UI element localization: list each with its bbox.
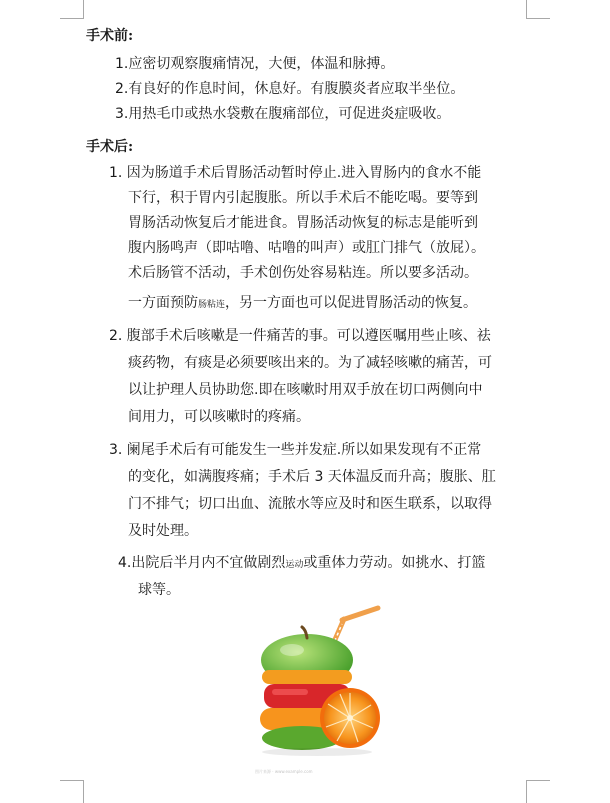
crop-mark-br-h	[526, 780, 550, 781]
after-item-1-line-5: 术后肠管不活动，手术创伤处容易粘连。所以要多活动。	[128, 265, 478, 281]
after-item-4-line-2: 球等。	[138, 582, 180, 598]
after-item-2-line-3: 以让护理人员协助您.即在咳嗽时用双手放在切口两侧向中	[128, 382, 483, 398]
after-item-1-line-3: 胃肠活动恢复后才能进食。胃肠活动恢复的标志是能听到	[128, 215, 478, 231]
crop-mark-bl-v	[83, 780, 84, 803]
before-item-2: 2.有良好的作息时间，休息好。有腹膜炎者应取半坐位。	[115, 81, 465, 97]
after-item-1-line-6-b: ，另一方面也可以促进胃肠活动的恢复。	[225, 295, 478, 311]
crop-mark-tr-v	[526, 0, 527, 18]
after-item-1-line-2: 下行，积于胃内引起腹胀。所以手术后不能吃喝。要等到	[128, 190, 478, 206]
heading-before-surgery: 手术前:	[86, 28, 134, 44]
after-item-1-line-6	[128, 293, 477, 315]
crop-mark-tl-v	[83, 0, 84, 18]
after-item-2-line-1: 2. 腹部手术后咳嗽是一件痛苦的事。可以遵医嘱用些止咳、祛	[109, 328, 491, 344]
after-item-1-small-term: 肠粘连	[198, 300, 226, 310]
after-item-4-line-1	[118, 553, 485, 575]
after-item-3-line-4: 及时处理。	[128, 523, 198, 539]
before-item-1: 1.应密切观察腹痛情况，大便，体温和脉搏。	[115, 56, 395, 72]
orange-half-icon	[320, 688, 380, 748]
before-item-3: 3.用热毛巾或热水袋敷在腹痛部位，可促进炎症吸收。	[115, 106, 451, 122]
crop-mark-bl-h	[60, 780, 84, 781]
orange-slice-layer	[262, 670, 352, 684]
heading-after-surgery: 手术后:	[86, 139, 134, 155]
after-item-1-line-1: 1. 因为肠道手术后胃肠活动暂时停止.进入胃肠内的食水不能	[109, 165, 482, 181]
after-item-2-line-4: 间用力，可以咳嗽时的疼痛。	[128, 409, 310, 425]
after-item-4-small-term: 运动	[285, 560, 304, 570]
after-item-2-line-2: 痰药物，有痰是必须要咳出来的。为了减轻咳嗽的痛苦，可	[128, 355, 492, 371]
after-item-3-line-1: 3. 阑尾手术后有可能发生一些并发症.所以如果发现有不正常	[109, 442, 482, 458]
after-item-1-line-4: 腹内肠鸣声（即咕噜、咕噜的叫声）或肛门排气（放屁）。	[128, 240, 485, 256]
crop-mark-tr-h	[526, 18, 550, 19]
after-item-3-line-3: 门不排气；切口出血、流脓水等应及时和医生联系，以取得	[128, 496, 492, 512]
after-item-4-line-1-a: 4.出院后半月内不宜做剧烈	[118, 555, 286, 571]
crop-mark-tl-h	[60, 18, 84, 19]
fruit-stack-illustration	[252, 600, 382, 760]
image-source-footer: 图片来源 · www.example.com	[255, 769, 313, 774]
crop-mark-br-v	[526, 780, 527, 803]
after-item-4-line-1-b: 或重体力劳动。如挑水、打篮	[303, 555, 486, 571]
after-item-3-line-2: 的变化，如满腹疼痛；手术后 3 天体温反而升高；腹胀、肛	[128, 469, 496, 485]
after-item-1-line-6-a: 一方面预防	[128, 295, 198, 311]
